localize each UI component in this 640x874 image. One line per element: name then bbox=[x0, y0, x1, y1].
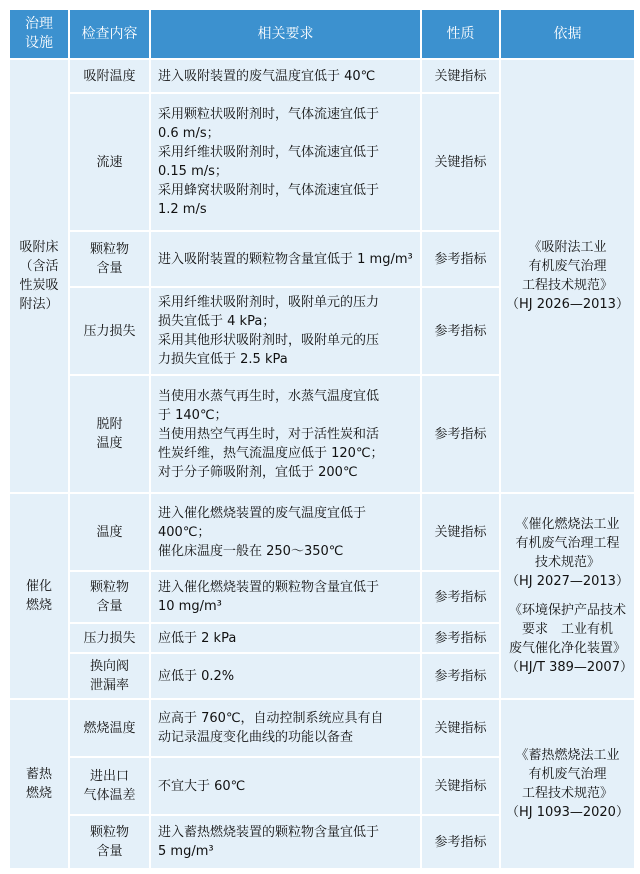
item-line: 颗粒物 bbox=[89, 825, 129, 840]
requirement-line: 当使用热空气再生时，对于活性炭和活 bbox=[158, 426, 380, 442]
requirement-cell bbox=[150, 571, 421, 623]
requirement-cell bbox=[150, 375, 421, 493]
nature-cell: 关键指标 bbox=[421, 59, 500, 93]
basis-line: （HJ 1093—2020） bbox=[506, 805, 629, 820]
basis-line: 有机废气治理 bbox=[528, 767, 607, 782]
nature-cell: 关键指标 bbox=[421, 757, 500, 815]
item-line: 进出口 bbox=[89, 769, 129, 784]
requirement-cell bbox=[150, 59, 421, 93]
item-cell bbox=[69, 653, 150, 699]
requirement-line: 当使用水蒸气再生时，水蒸气温度宜低 bbox=[158, 388, 380, 404]
basis-line: 有机废气治理工程 bbox=[515, 536, 620, 551]
facility-cell bbox=[9, 59, 69, 493]
requirement-line: 0.15 m/s； bbox=[158, 164, 228, 179]
basis-line: （HJ/T 389—2007） bbox=[506, 660, 633, 675]
requirement-cell bbox=[150, 287, 421, 375]
requirement-cell bbox=[150, 757, 421, 815]
spacer bbox=[506, 591, 629, 601]
requirement-line: 进入吸附装置的颗粒物含量宜低于 1 mg/m³ bbox=[158, 251, 413, 267]
nature-cell: 参考指标 bbox=[421, 571, 500, 623]
basis-line: 有机废气治理 bbox=[528, 259, 607, 274]
basis-cell bbox=[500, 493, 635, 699]
requirement-line: 0.6 m/s； bbox=[158, 126, 220, 141]
requirement-line: 400℃； bbox=[158, 524, 211, 540]
requirement-cell bbox=[150, 653, 421, 699]
item-cell bbox=[69, 93, 150, 231]
requirement-line: 1.2 m/s bbox=[158, 202, 207, 217]
requirement-line: 进入吸附装置的废气温度宜低于 40℃ bbox=[158, 68, 376, 84]
item-cell bbox=[69, 623, 150, 653]
nature-cell: 参考指标 bbox=[421, 375, 500, 493]
basis-line: 要求 工业有机 bbox=[521, 622, 613, 637]
basis-line: 工程技术规范》 bbox=[521, 786, 613, 801]
item-cell bbox=[69, 699, 150, 757]
item-line: 泄漏率 bbox=[89, 678, 129, 693]
item-line: 脱附 bbox=[96, 417, 123, 432]
basis-cell bbox=[500, 699, 635, 869]
header-basis: 依据 bbox=[500, 9, 635, 59]
requirement-line: 进入催化燃烧装置的颗粒物含量宜低于 bbox=[158, 580, 380, 595]
item-line: 压力损失 bbox=[83, 323, 136, 339]
basis-line: （HJ 2026—2013） bbox=[506, 297, 629, 312]
facility-line: 催化 bbox=[25, 579, 52, 594]
nature-cell: 参考指标 bbox=[421, 287, 500, 375]
facility-line: 燃烧 bbox=[25, 598, 52, 613]
requirement-line: 对于分子筛吸附剂，宜低于 200℃ bbox=[158, 464, 358, 480]
nature-cell: 关键指标 bbox=[421, 493, 500, 571]
basis-line: （HJ 2027—2013） bbox=[506, 574, 629, 589]
requirement-line: 采用纤维状吸附剂时，吸附单元的压力 bbox=[158, 295, 380, 310]
item-cell bbox=[69, 287, 150, 375]
item-line: 换向阀 bbox=[89, 659, 129, 674]
item-line: 温度 bbox=[96, 524, 123, 540]
basis-line: 《催化燃烧法工业 bbox=[515, 517, 620, 532]
facility-cell bbox=[9, 699, 69, 869]
item-line: 压力损失 bbox=[83, 630, 136, 646]
facility-line: 燃烧 bbox=[25, 786, 52, 801]
requirement-line: 采用纤维状吸附剂时，气体流速宜低于 bbox=[158, 145, 380, 160]
requirement-cell bbox=[150, 93, 421, 231]
item-cell bbox=[69, 571, 150, 623]
item-line: 流速 bbox=[96, 154, 123, 170]
item-cell bbox=[69, 375, 150, 493]
inspection-table bbox=[8, 8, 636, 870]
facility-line: （含活 bbox=[19, 259, 59, 274]
requirement-cell bbox=[150, 815, 421, 869]
requirement-line: 动记录温度变化曲线的功能以备查 bbox=[158, 730, 354, 745]
requirement-line: 不宜大于 60℃ bbox=[158, 778, 246, 794]
item-line: 颗粒物 bbox=[89, 580, 129, 595]
facility-cell bbox=[9, 493, 69, 699]
requirement-line: 应低于 2 kPa bbox=[158, 630, 237, 646]
facility-line: 附法） bbox=[19, 297, 59, 312]
inspection-table-container bbox=[8, 8, 634, 870]
nature-cell: 参考指标 bbox=[421, 231, 500, 287]
item-line: 含量 bbox=[96, 261, 123, 276]
nature-cell: 关键指标 bbox=[421, 699, 500, 757]
header-row bbox=[9, 9, 635, 59]
basis-line: 废气催化净化装置》 bbox=[508, 641, 626, 656]
item-line: 含量 bbox=[96, 844, 123, 859]
requirement-line: 采用颗粒状吸附剂时，气体流速宜低于 bbox=[158, 107, 380, 122]
nature-cell: 参考指标 bbox=[421, 815, 500, 869]
nature-cell: 参考指标 bbox=[421, 653, 500, 699]
facility-line: 蓄热 bbox=[25, 767, 52, 782]
requirement-cell bbox=[150, 623, 421, 653]
item-cell bbox=[69, 59, 150, 93]
requirement-line: 应低于 0.2% bbox=[158, 668, 235, 684]
item-cell bbox=[69, 815, 150, 869]
basis-line: 《环境保护产品技术 bbox=[508, 603, 626, 618]
header-nature: 性质 bbox=[421, 9, 500, 59]
header-requirement: 相关要求 bbox=[150, 9, 421, 59]
table-body bbox=[9, 59, 635, 869]
nature-cell: 关键指标 bbox=[421, 93, 500, 231]
item-cell bbox=[69, 231, 150, 287]
basis-line: 技术规范》 bbox=[534, 555, 600, 570]
requirement-line: 催化床温度一般在 250～350℃ bbox=[158, 543, 344, 559]
item-cell bbox=[69, 493, 150, 571]
item-line: 含量 bbox=[96, 599, 123, 614]
requirement-line: 损失宜低于 4 kPa； bbox=[158, 314, 276, 329]
requirement-line: 于 140℃； bbox=[158, 407, 228, 423]
requirement-line: 采用蜂窝状吸附剂时，气体流速宜低于 bbox=[158, 183, 380, 198]
header-item: 检查内容 bbox=[69, 9, 150, 59]
nature-cell: 参考指标 bbox=[421, 623, 500, 653]
item-line: 吸附温度 bbox=[83, 68, 136, 84]
table-row bbox=[9, 699, 635, 757]
requirement-cell bbox=[150, 231, 421, 287]
requirement-line: 应高于 760℃，自动控制系统应具有自 bbox=[158, 711, 384, 726]
requirement-line: 力损失宜低于 2.5 kPa bbox=[158, 352, 288, 367]
facility-line: 性炭吸 bbox=[19, 278, 59, 293]
requirement-line: 5 mg/m³ bbox=[158, 844, 214, 859]
requirement-cell bbox=[150, 699, 421, 757]
header-facility-line: 治理 bbox=[25, 16, 53, 32]
item-line: 温度 bbox=[96, 436, 123, 451]
facility-line: 吸附床 bbox=[19, 240, 59, 255]
item-line: 气体温差 bbox=[83, 788, 136, 803]
basis-line: 工程技术规范》 bbox=[521, 278, 613, 293]
item-line: 燃烧温度 bbox=[83, 720, 136, 736]
basis-cell bbox=[500, 59, 635, 493]
item-cell bbox=[69, 757, 150, 815]
requirement-line: 采用其他形状吸附剂时，吸附单元的压 bbox=[158, 333, 380, 348]
header-facility-line: 设施 bbox=[25, 35, 53, 51]
requirement-line: 进入蓄热燃烧装置的颗粒物含量宜低于 bbox=[158, 825, 380, 840]
requirement-line: 10 mg/m³ bbox=[158, 599, 222, 614]
basis-line: 《蓄热燃烧法工业 bbox=[515, 748, 620, 763]
header-facility bbox=[9, 9, 69, 59]
requirement-cell bbox=[150, 493, 421, 571]
requirement-line: 进入催化燃烧装置的废气温度宜低于 bbox=[158, 505, 367, 521]
table-row bbox=[9, 59, 635, 93]
item-line: 颗粒物 bbox=[89, 242, 129, 257]
basis-line: 《吸附法工业 bbox=[528, 240, 607, 255]
table-row bbox=[9, 493, 635, 571]
requirement-line: 性炭纤维，热气流温度应低于 120℃； bbox=[158, 445, 384, 461]
